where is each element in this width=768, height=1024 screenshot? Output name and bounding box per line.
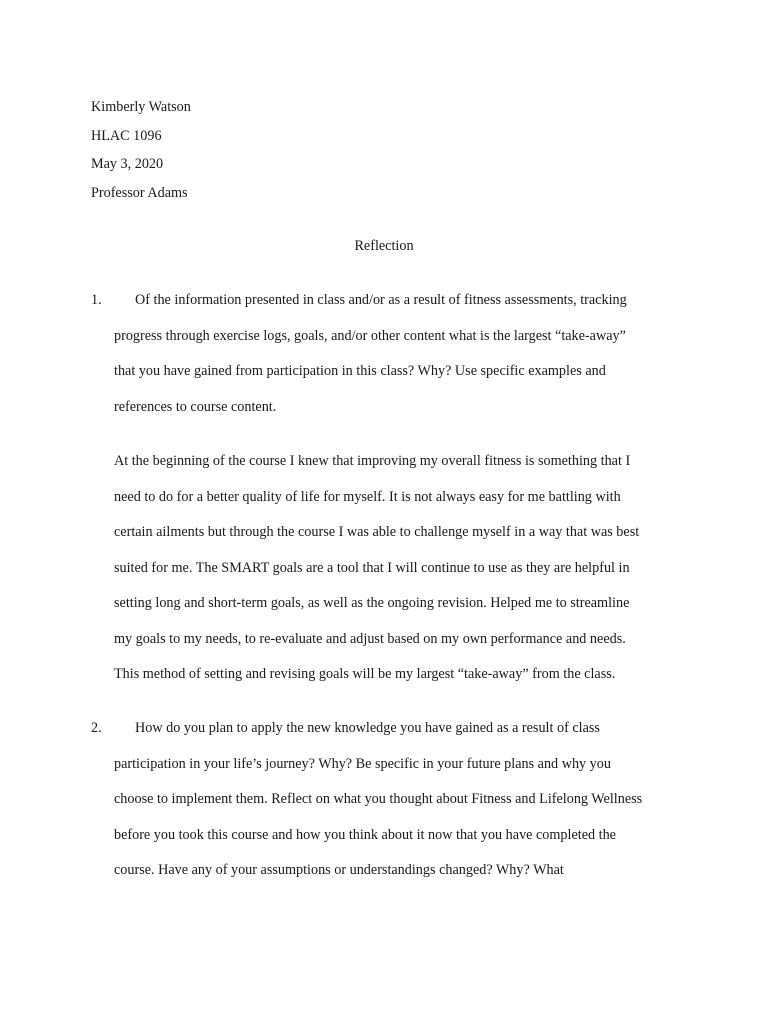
question-1-number: 1. — [91, 292, 102, 308]
question-1-prompt-line: references to course content. — [114, 398, 277, 415]
answer-line: setting long and short-term goals, as well as the ongoing revision. Helped me to streamline — [114, 595, 630, 611]
answer-line: my goals to my needs, to re-evaluate and adjust based on my own performance and needs. — [114, 630, 626, 647]
answer-line: suited for me. The SMART goals are a tool that I will continue to use as they are helpful in — [114, 559, 630, 576]
course-code: HLAC 1096 — [91, 127, 162, 144]
question-1-prompt-line: Of the information presented in class and/or as a result of fitness assessments, tracking — [135, 292, 627, 308]
question-1-prompt-line: progress through exercise logs, goals, and/or other content what is the largest “take-away” — [114, 327, 626, 344]
student-name: Kimberly Watson — [91, 99, 191, 115]
document-title: Reflection — [354, 238, 414, 254]
question-2-prompt-line: participation in your life’s journey? Why? Be specific in your future plans and why you — [114, 755, 611, 772]
question-2-prompt-line: How do you plan to apply the new knowledge you have gained as a result of class — [135, 720, 600, 736]
question-1-prompt-line: that you have gained from participation in this class? Why? Use specific examples and — [114, 363, 606, 379]
document-date: May 3, 2020 — [91, 156, 164, 172]
document-header — [91, 93, 191, 207]
answer-line: At the beginning of the course I knew that improving my overall fitness is something that I — [114, 453, 631, 469]
answer-line: This method of setting and revising goals will be my largest “take-away” from the class. — [114, 666, 616, 682]
question-2-prompt-line: course. Have any of your assumptions or understandings changed? Why? What — [114, 862, 564, 878]
question-2-prompt-line: before you took this course and how you think about it now that you have completed the — [114, 826, 616, 843]
professor-name: Professor Adams — [91, 184, 188, 201]
question-2-prompt-line: choose to implement them. Reflect on what you thought about Fitness and Lifelong Wellness — [114, 791, 643, 807]
question-2-number: 2. — [91, 720, 102, 736]
answer-line: certain ailments but through the course I was able to challenge myself in a way that was best — [114, 524, 640, 540]
answer-line: need to do for a better quality of life for myself. It is not always easy for me battling with — [114, 488, 621, 505]
